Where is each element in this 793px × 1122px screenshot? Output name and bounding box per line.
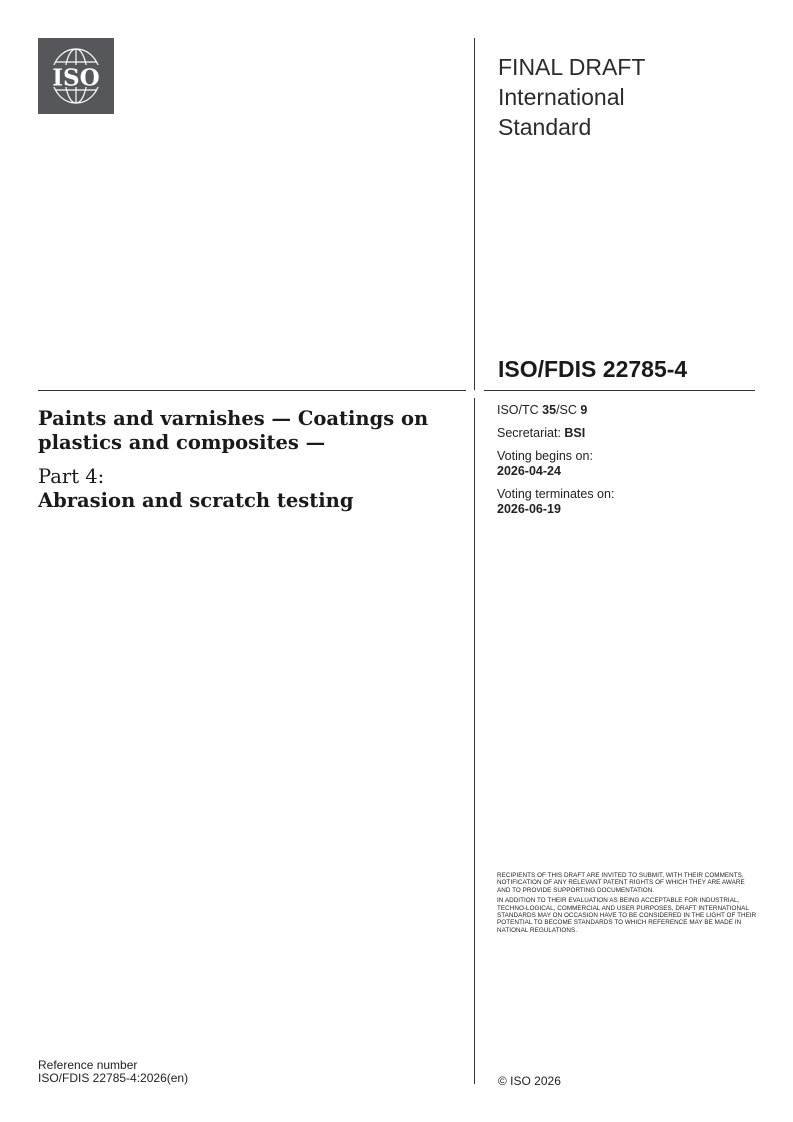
voting-begins xyxy=(497,449,614,479)
sc-number: 9 xyxy=(580,403,588,417)
committee xyxy=(497,403,614,418)
title-subtitle: Abrasion and scratch testing xyxy=(38,489,354,512)
reference-value: ISO/FDIS 22785-4:2026(en) xyxy=(38,1071,189,1085)
iso-logo-text: ISO xyxy=(52,64,100,92)
draft-notice xyxy=(497,872,757,937)
globe-icon xyxy=(38,38,114,114)
secretariat-value: BSI xyxy=(564,426,586,440)
document-type-line: International xyxy=(498,84,625,110)
document-number: ISO/FDIS 22785-4 xyxy=(498,356,688,382)
horizontal-rule xyxy=(484,390,755,391)
voting-terminates xyxy=(497,487,614,517)
committee-prefix: ISO/TC xyxy=(497,403,543,417)
voting-begins-label: Voting begins on: xyxy=(497,449,593,463)
column-divider xyxy=(474,398,475,1084)
title-main: Paints and varnishes — Coatings on plastics and composites — xyxy=(38,407,429,454)
document-metadata xyxy=(497,403,614,525)
horizontal-rule xyxy=(38,390,466,391)
reference-label: Reference number xyxy=(38,1058,138,1072)
reference-number xyxy=(38,1059,188,1085)
voting-begins-date: 2026-04-24 xyxy=(497,464,561,478)
document-type-line: FINAL DRAFT xyxy=(498,54,646,80)
tc-number: 35 xyxy=(542,403,557,417)
copyright: © ISO 2026 xyxy=(498,1074,561,1088)
voting-terminates-date: 2026-06-19 xyxy=(497,502,561,516)
sc-prefix: /SC xyxy=(556,403,581,417)
secretariat xyxy=(497,426,614,441)
title-part: Part 4: xyxy=(38,465,105,488)
secretariat-label: Secretariat: xyxy=(497,426,565,440)
document-type xyxy=(498,52,645,142)
notice-paragraph: RECIPIENTS OF THIS DRAFT ARE INVITED TO SUBMIT, WITH THEIR COMMENTS, NOTIFICATION OF ANY RELEVANT PATENT RIGHTS OF WHICH THEY ARE AWARE AND TO PROVIDE SUPPORTING DOCUMENTATION. xyxy=(497,872,745,894)
notice-paragraph: IN ADDITION TO THEIR EVALUATION AS BEING ACCEPTABLE FOR INDUSTRIAL, TECHNO-LOGICAL, COMMERCIAL AND USER PURPOSES, DRAFT INTERNATIONAL STANDARDS MAY ON OCCASION HAVE TO BE CONSIDERED IN THE LIGHT OF THEIR POTENTIAL TO BECOME STANDARDS TO WHICH REFERENCE MAY BE MADE IN NATIONAL REGULATIONS. xyxy=(497,897,757,934)
document-type-line: Standard xyxy=(498,114,592,140)
iso-logo xyxy=(38,38,114,114)
voting-terminates-label: Voting terminates on: xyxy=(497,487,615,501)
document-title xyxy=(38,407,458,513)
column-divider xyxy=(474,38,475,390)
